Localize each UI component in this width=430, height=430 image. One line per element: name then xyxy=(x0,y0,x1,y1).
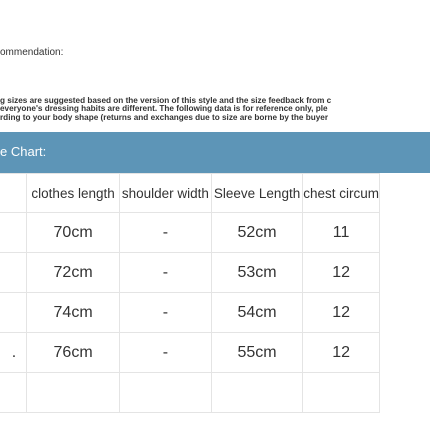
table-row xyxy=(0,253,380,293)
cell-clothes-length xyxy=(27,373,120,413)
cell-sleeve-length: 52cm xyxy=(211,213,302,253)
notice-line-2: everyone's dressing habits are different. The following data is for reference only, ple xyxy=(0,104,328,114)
header-sleeve-length: Sleeve Length xyxy=(211,174,302,213)
cell-sleeve-length: 53cm xyxy=(211,253,302,293)
cell-shoulder-width: - xyxy=(119,213,211,253)
cell-chest: 12 xyxy=(303,333,380,373)
cell-size xyxy=(0,373,27,413)
recommendation-title: ommendation: xyxy=(0,47,64,58)
table-row xyxy=(0,213,380,253)
table-row xyxy=(0,293,380,333)
cell-sleeve-length: 54cm xyxy=(211,293,302,333)
size-notice xyxy=(0,97,430,122)
cell-sleeve-length xyxy=(211,373,302,413)
notice-line-1: g sizes are suggested based on the version of this style and the size feedback from c xyxy=(0,97,332,105)
cell-sleeve-length: 55cm xyxy=(211,333,302,373)
cell-size xyxy=(0,253,27,293)
cell-chest: 12 xyxy=(303,253,380,293)
cell-clothes-length: 72cm xyxy=(27,253,120,293)
notice-line-3: rding to your body shape (returns and exchanges due to size are borne by the buyer xyxy=(0,112,329,122)
cell-clothes-length: 74cm xyxy=(27,293,120,333)
header-chest-circumference: chest circum xyxy=(303,174,380,213)
cell-chest: 12 xyxy=(303,293,380,333)
cell-chest xyxy=(303,373,380,413)
cell-shoulder-width: - xyxy=(119,253,211,293)
cell-clothes-length: 70cm xyxy=(27,213,120,253)
header-shoulder-width: shoulder width xyxy=(119,174,211,213)
cell-shoulder-width: - xyxy=(119,293,211,333)
cell-size xyxy=(0,293,27,333)
header-clothes-length: clothes length xyxy=(27,174,120,213)
cell-clothes-length: 76cm xyxy=(27,333,120,373)
cell-size xyxy=(0,213,27,253)
cell-shoulder-width xyxy=(119,373,211,413)
cell-shoulder-width: - xyxy=(119,333,211,373)
header-size xyxy=(0,174,27,213)
table-header-row xyxy=(0,174,380,213)
table-row xyxy=(0,373,380,413)
size-chart-banner xyxy=(0,132,430,173)
size-chart-table xyxy=(0,173,380,413)
cell-size: . xyxy=(0,333,27,373)
table-row xyxy=(0,333,380,373)
cell-chest: 11 xyxy=(303,213,380,253)
size-chart-title: e Chart: xyxy=(0,144,47,159)
